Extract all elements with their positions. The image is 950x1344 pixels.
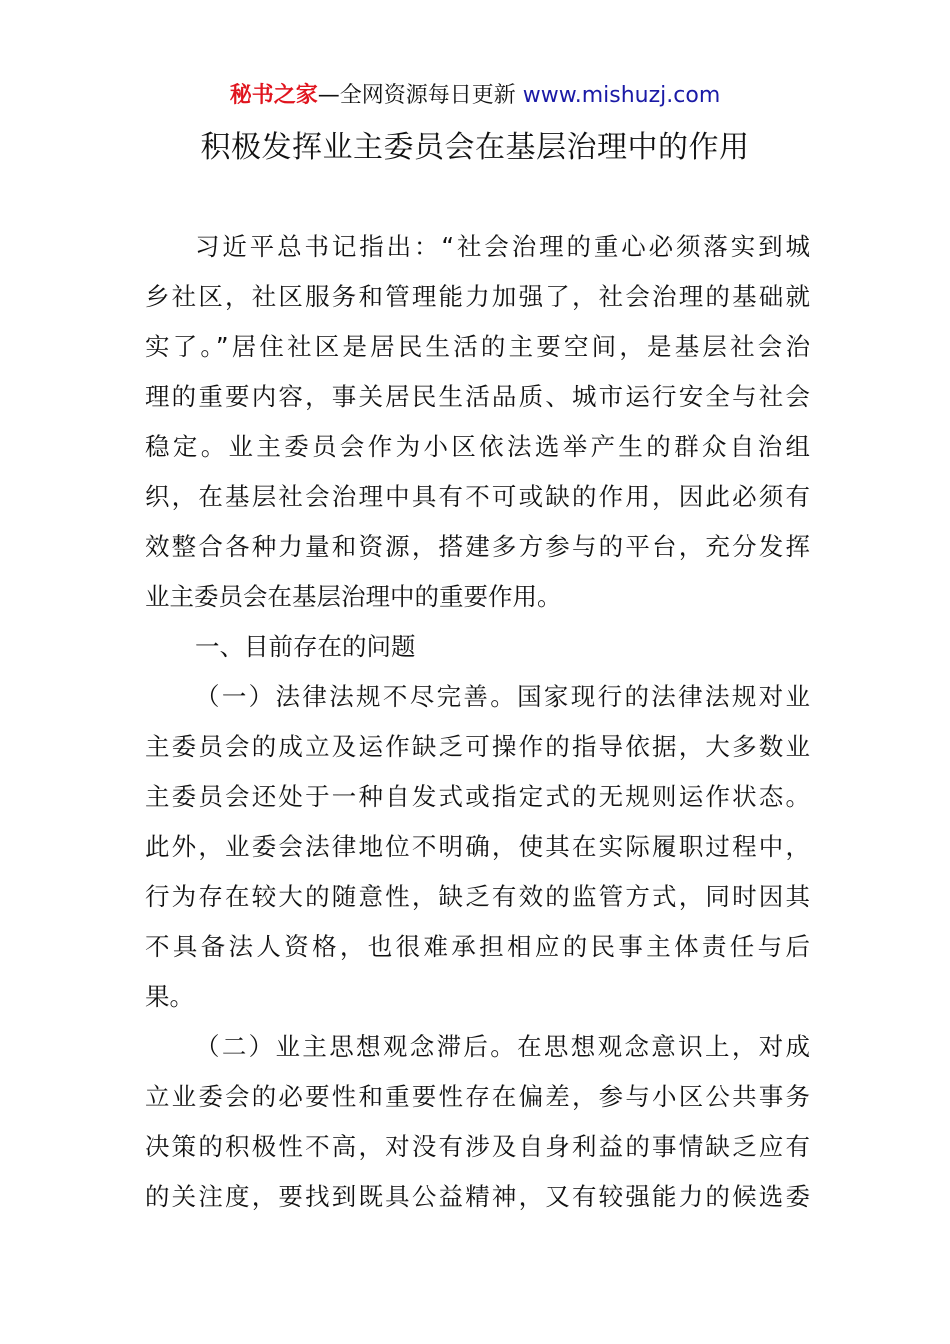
paragraph-line: 习近平总书记指出：“社会治理的重心必须落实到城: [195, 232, 810, 261]
paragraph-line: 实了。”居住社区是居民生活的主要空间，是基层社会治: [145, 332, 810, 361]
paragraph-line: （二）业主思想观念滞后。在思想观念意识上，对成: [195, 1032, 810, 1061]
paragraph-line: 立业委会的必要性和重要性存在偏差，参与小区公共事务: [145, 1082, 810, 1111]
paragraph-line: 不具备法人资格，也很难承担相应的民事主体责任与后: [145, 932, 810, 961]
site-header: [0, 80, 950, 112]
section-heading: 一、目前存在的问题: [195, 632, 416, 661]
paragraph-line: 乡社区，社区服务和管理能力加强了，社会治理的基础就: [145, 282, 810, 311]
site-tagline: —全网资源每日更新: [317, 83, 523, 108]
paragraph-line: 主委员会的成立及运作缺乏可操作的指导依据，大多数业: [145, 732, 810, 761]
paragraph-line: 理的重要内容，事关居民生活品质、城市运行安全与社会: [145, 382, 810, 411]
paragraph-line: 织，在基层社会治理中具有不可或缺的作用，因此必须有: [145, 482, 810, 511]
site-url-link[interactable]: www.mishuzj.com: [522, 83, 721, 108]
paragraph-line: 效整合各种力量和资源，搭建多方参与的平台，充分发挥: [145, 532, 810, 561]
document-body: [145, 222, 810, 1222]
paragraph-line: 果。: [145, 982, 194, 1011]
paragraph-line: 稳定。业主委员会作为小区依法选举产生的群众自治组: [145, 432, 810, 461]
site-brand: 秘书之家: [229, 83, 318, 108]
document-title: 积极发挥业主委员会在基层治理中的作用: [200, 130, 750, 165]
paragraph-line: 的关注度，要找到既具公益精神，又有较强能力的候选委: [145, 1182, 810, 1211]
paragraph-line: 此外，业委会法律地位不明确，使其在实际履职过程中，: [145, 832, 810, 861]
paragraph-line: 主委员会还处于一种自发式或指定式的无规则运作状态。: [145, 782, 810, 811]
paragraph-line: （一）法律法规不尽完善。国家现行的法律法规对业: [195, 682, 810, 711]
paragraph-line: 行为存在较大的随意性，缺乏有效的监管方式，同时因其: [145, 882, 810, 911]
paragraph-line: 决策的积极性不高，对没有涉及自身利益的事情缺乏应有: [145, 1132, 810, 1161]
paragraph-line: 业主委员会在基层治理中的重要作用。: [145, 582, 562, 611]
